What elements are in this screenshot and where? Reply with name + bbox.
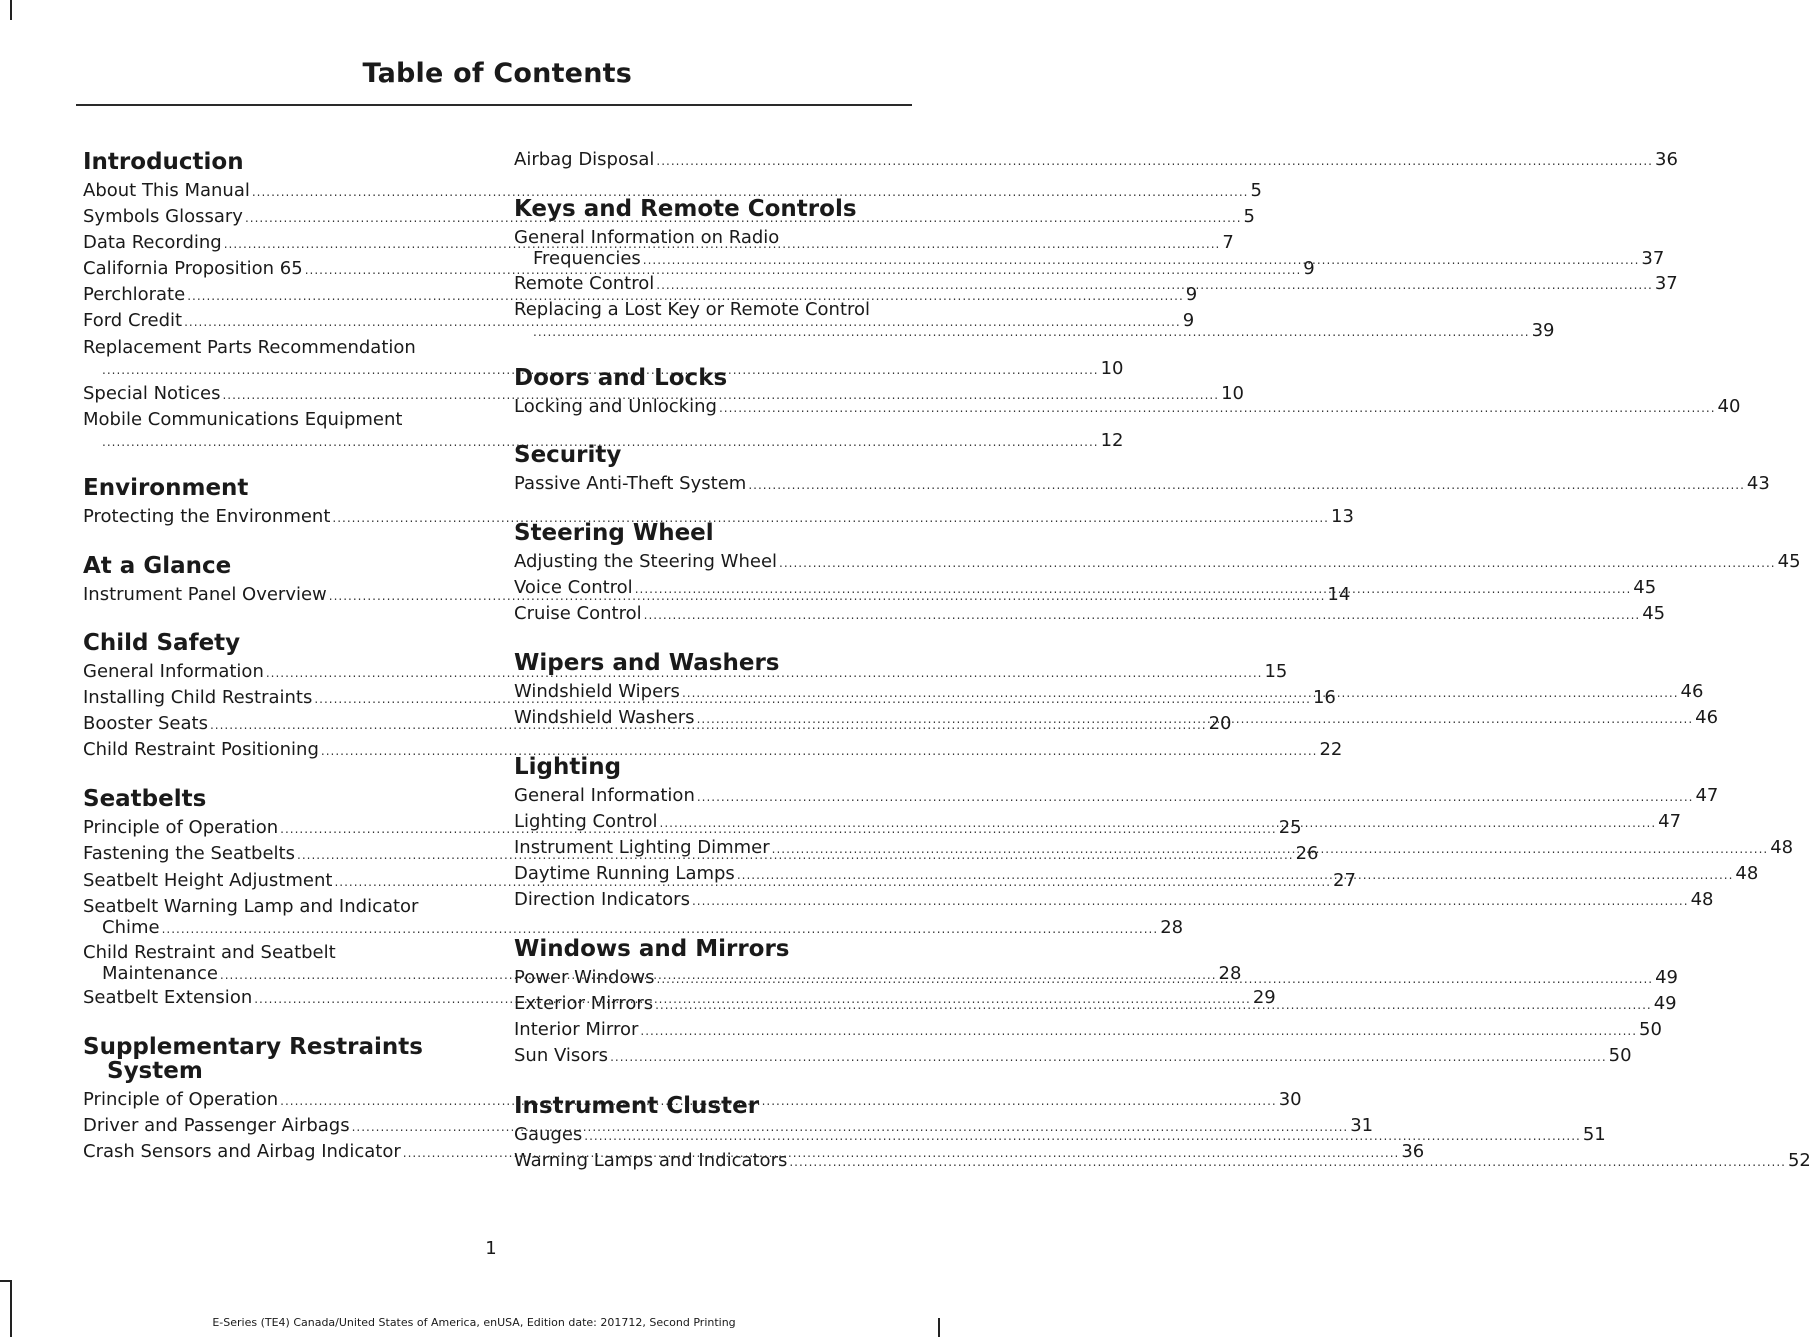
section-title-windows-mirrors: Windows and Mirrors bbox=[514, 936, 790, 962]
toc-entry[interactable]: Warning Lamps and Indicators ..... 52 bbox=[514, 1150, 906, 1173]
toc-entry[interactable]: Instrument Panel Overview ..... 14 bbox=[83, 584, 473, 607]
page-number: 1 bbox=[485, 1238, 497, 1259]
toc-entry[interactable]: Installing Child Restraints ..... 16 bbox=[83, 687, 473, 710]
toc-entry[interactable]: Driver and Passenger Airbags ..... 31 bbox=[83, 1115, 473, 1138]
toc-entry[interactable]: Direction Indicators ..... 48 bbox=[514, 889, 906, 912]
toc-entry[interactable]: Special Notices ..... 10 bbox=[83, 383, 473, 406]
toc-entry[interactable]: Sun Visors ..... 50 bbox=[514, 1045, 906, 1068]
toc-entry[interactable]: Replacing a Lost Key or Remote Control .....39 bbox=[514, 299, 906, 343]
toc-entry[interactable]: Fastening the Seatbelts ..... 26 bbox=[83, 843, 473, 866]
section-title-security: Security bbox=[514, 442, 622, 468]
toc-entry[interactable]: Gauges ..... 51 bbox=[514, 1124, 906, 1147]
toc-entry[interactable]: Protecting the Environment ..... 13 bbox=[83, 506, 473, 529]
toc-entry[interactable]: Seatbelt Extension ..... 29 bbox=[83, 987, 473, 1010]
toc-entry[interactable]: Passive Anti-Theft System ..... 43 bbox=[514, 473, 906, 496]
toc-entry[interactable]: Interior Mirror ..... 50 bbox=[514, 1019, 906, 1042]
section-title-introduction: Introduction bbox=[83, 149, 244, 175]
section-title-wipers-washers: Wipers and Washers bbox=[514, 650, 780, 676]
toc-entry[interactable]: Seatbelt Height Adjustment ..... 27 bbox=[83, 870, 473, 893]
toc-entry[interactable]: Locking and Unlocking ..... 40 bbox=[514, 396, 906, 419]
section-title-steering-wheel: Steering Wheel bbox=[514, 520, 714, 546]
toc-entry[interactable]: Lighting Control ..... 47 bbox=[514, 811, 906, 834]
section-title-child-safety: Child Safety bbox=[83, 630, 241, 656]
toc-entry[interactable]: Data Recording ..... 7 bbox=[83, 232, 473, 255]
toc-entry[interactable]: Mobile Communications Equipment .....12 bbox=[83, 409, 473, 453]
crop-mark-top-left bbox=[10, 0, 12, 20]
section-title-environment: Environment bbox=[83, 475, 249, 501]
toc-entry[interactable]: Instrument Lighting Dimmer ..... 48 bbox=[514, 837, 906, 860]
edition-footer: E-Series (TE4) Canada/United States of America, enUSA, Edition date: 201712, Second Printing bbox=[212, 1316, 736, 1329]
toc-entry[interactable]: Airbag Disposal ..... 36 bbox=[514, 149, 906, 172]
toc-entry[interactable]: Booster Seats ..... 20 bbox=[83, 713, 473, 736]
section-title-instrument-cluster: Instrument Cluster bbox=[514, 1093, 760, 1119]
section-title-supplementary-restraints: Supplementary Restraints System bbox=[83, 1034, 423, 1084]
toc-entry[interactable]: Child Restraint Positioning ..... 22 bbox=[83, 739, 473, 762]
crop-mark-bottom-left-h bbox=[0, 1280, 12, 1282]
section-title-lighting: Lighting bbox=[514, 754, 622, 780]
toc-entry[interactable]: Symbols Glossary ..... 5 bbox=[83, 206, 473, 229]
toc-entry[interactable]: Perchlorate ..... 9 bbox=[83, 284, 473, 307]
section-title-at-a-glance: At a Glance bbox=[83, 553, 232, 579]
toc-entry[interactable]: Windshield Washers ..... 46 bbox=[514, 707, 906, 730]
toc-entry[interactable]: General Information ..... 47 bbox=[514, 785, 906, 808]
toc-entry[interactable]: Principle of Operation ..... 25 bbox=[83, 817, 473, 840]
header bbox=[0, 58, 960, 89]
section-title-seatbelts: Seatbelts bbox=[83, 786, 207, 812]
toc-entry[interactable]: Daytime Running Lamps ..... 48 bbox=[514, 863, 906, 886]
toc-entry[interactable]: About This Manual ..... 5 bbox=[83, 180, 473, 203]
toc-entry[interactable]: Ford Credit ..... 9 bbox=[83, 310, 473, 333]
section-title-doors-locks: Doors and Locks bbox=[514, 365, 728, 391]
toc-entry[interactable]: Cruise Control ..... 45 bbox=[514, 603, 906, 626]
toc-entry[interactable]: California Proposition 65 ..... 9 bbox=[83, 258, 473, 281]
toc-entry[interactable]: General Information on Radio Frequencies ..... 37 bbox=[514, 227, 906, 271]
toc-entry[interactable]: Seatbelt Warning Lamp and Indicator Chime ..... 28 bbox=[83, 896, 473, 940]
toc-entry[interactable]: Voice Control ..... 45 bbox=[514, 577, 906, 600]
toc-entry[interactable]: Crash Sensors and Airbag Indicator ..... 36 bbox=[83, 1141, 473, 1164]
toc-entry[interactable]: Windshield Wipers ..... 46 bbox=[514, 681, 906, 704]
toc-entry[interactable]: Replacement Parts Recommendation .....10 bbox=[83, 337, 473, 381]
page-title: Table of Contents bbox=[362, 58, 632, 89]
toc-entry[interactable]: Child Restraint and Seatbelt Maintenance ..... 28 bbox=[83, 942, 473, 986]
section-title-keys-remote: Keys and Remote Controls bbox=[514, 196, 857, 222]
toc-entry[interactable]: Power Windows ..... 49 bbox=[514, 967, 906, 990]
toc-entry[interactable]: Exterior Mirrors ..... 49 bbox=[514, 993, 906, 1016]
toc-entry[interactable]: General Information ..... 15 bbox=[83, 661, 473, 684]
toc-entry[interactable]: Remote Control ..... 37 bbox=[514, 273, 906, 296]
header-rule bbox=[76, 104, 912, 106]
toc-entry[interactable]: Adjusting the Steering Wheel ..... 45 bbox=[514, 551, 906, 574]
toc-entry[interactable]: Principle of Operation ..... 30 bbox=[83, 1089, 473, 1112]
